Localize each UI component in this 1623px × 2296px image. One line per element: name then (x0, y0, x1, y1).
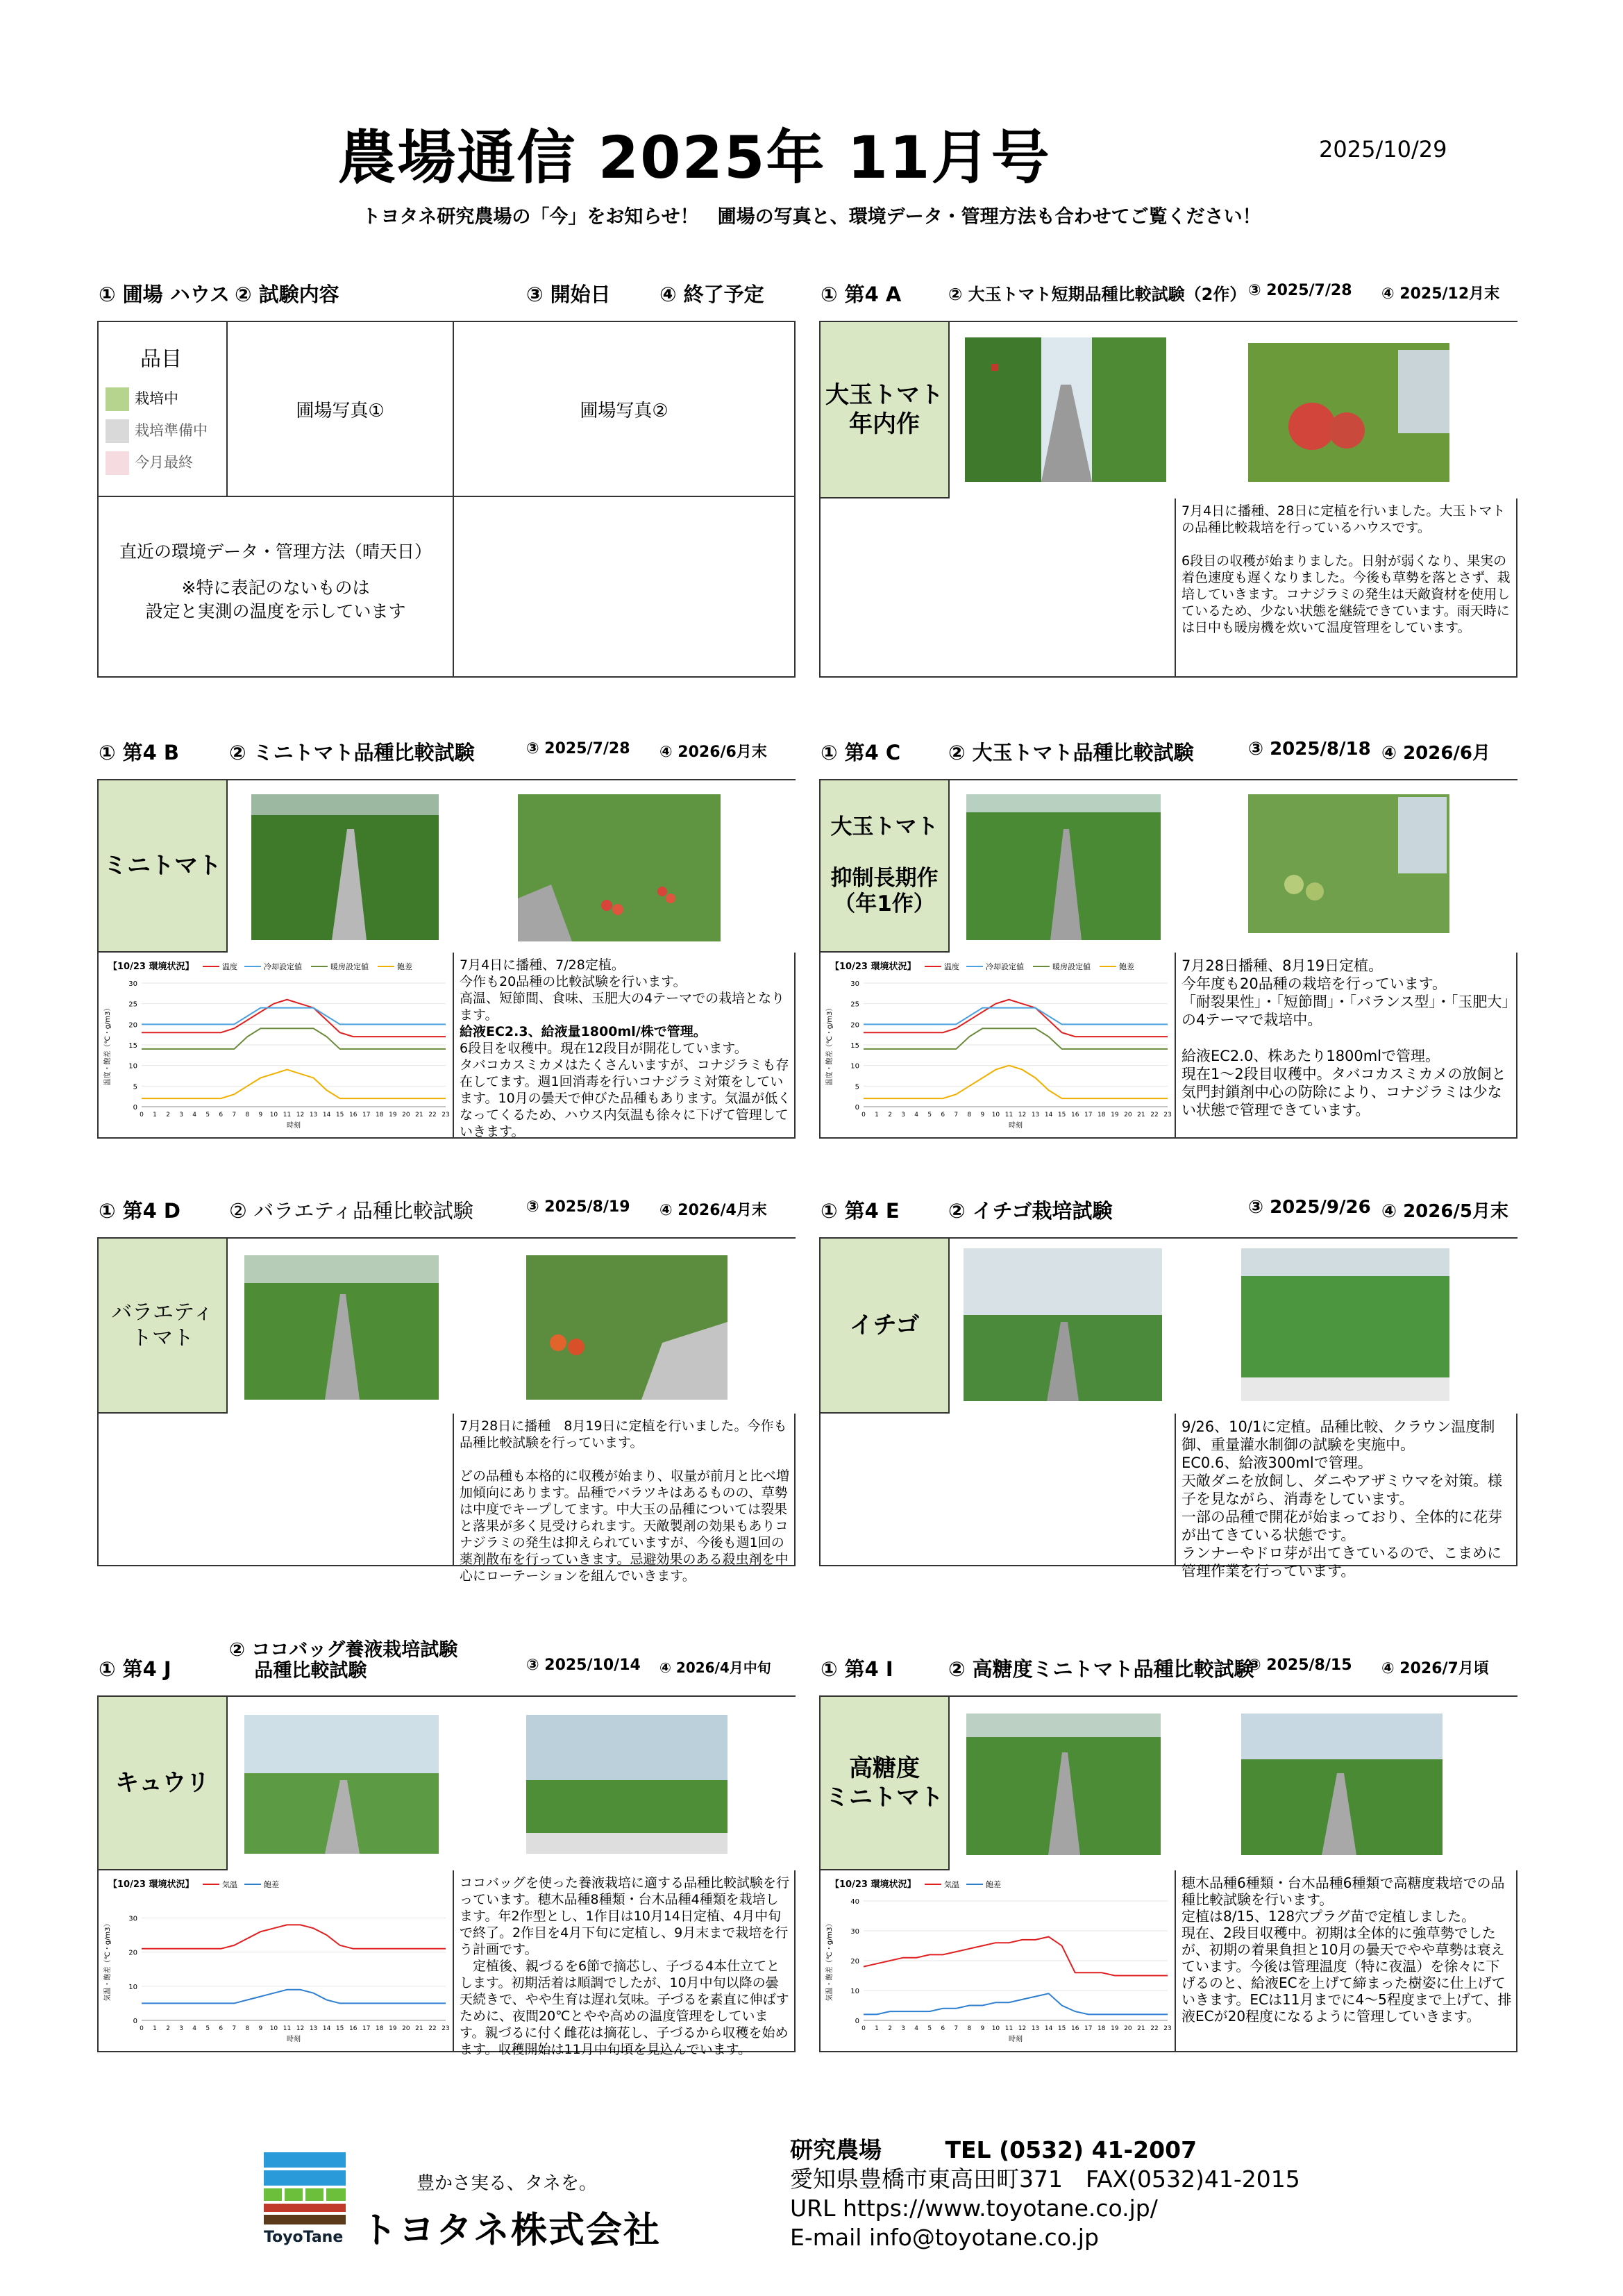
footer-email[interactable]: E-mail info@toyotane.co.jp (790, 2224, 1099, 2251)
x-tick-label: 9 (258, 1112, 263, 1118)
chart-title: 【10/23 環境状況】 (108, 1879, 194, 1890)
section-d-start: ③ 2025/8/19 (526, 1198, 630, 1216)
x-tick-label: 13 (1031, 1112, 1040, 1118)
x-tick-label: 13 (309, 2025, 318, 2032)
y-tick-label: 30 (850, 980, 859, 988)
section-a-photo2 (1176, 322, 1519, 498)
section-c-house: ① 第4 C (821, 741, 901, 764)
x-tick-label: 19 (1111, 1112, 1119, 1118)
x-tick-label: 22 (1150, 1112, 1159, 1118)
x-tick-label: 15 (1057, 2025, 1066, 2032)
section-b-photo2 (454, 780, 797, 953)
legend-env-line1: 直近の環境データ・管理方法（晴天日） (119, 542, 432, 562)
section-b-photo1 (228, 780, 454, 953)
section-c-end: ④ 2026/6月 (1381, 743, 1491, 764)
x-tick-label: 20 (402, 2025, 410, 2032)
x-tick-label: 6 (219, 1112, 224, 1118)
series-line (864, 1993, 1168, 2014)
section-e-photo2 (1176, 1239, 1519, 1414)
section-e-env-cell (821, 1414, 1176, 1565)
environment-line-chart (821, 953, 1176, 1137)
y-axis-label: 温度・飽差（℃・g/m3） (826, 1004, 834, 1086)
x-tick-label: 8 (245, 2025, 250, 2032)
x-tick-label: 4 (192, 2025, 197, 2032)
x-tick-label: 12 (296, 2025, 305, 2032)
x-tick-label: 21 (415, 1112, 423, 1118)
section-e-description: 9/26、10/1に定植。品種比較、クラウン温度制御、重量灌水制御の試験を実施中。 EC0.6、給液300mlで管理。 天敵ダニを放飼し、ダニやアザミウマを対策。様子を見ながら、消毒をしています。 一部の品種で開花が始まっており、全体的に花芽が出てきている状態です。 ランナーやドロ芽が出てきているので、こまめに管理作業を行っています。 (1181, 1418, 1502, 1579)
section-d-photo1 (228, 1239, 454, 1414)
legend-label: 冷却設定値 (986, 962, 1024, 971)
mini-tomato-photo (454, 780, 797, 953)
x-tick-label: 23 (1163, 2025, 1172, 2032)
y-tick-label: 10 (850, 1988, 859, 1995)
x-tick-label: 5 (927, 1112, 932, 1118)
chart-title: 【10/23 環境状況】 (108, 962, 194, 972)
x-tick-label: 14 (322, 1112, 331, 1118)
section-c-photo2 (1176, 780, 1519, 953)
footer-address: 愛知県豊橋市東高田町371 FAX(0532)41-2015 (790, 2165, 1300, 2193)
x-tick-label: 5 (927, 2025, 932, 2032)
legend-swatch-growing (106, 387, 129, 411)
x-tick-label: 18 (376, 1112, 384, 1118)
x-tick-label: 8 (967, 2025, 972, 2032)
environment-line-chart (821, 1870, 1176, 2051)
section-a-house: ① 第4 A (821, 283, 902, 306)
x-tick-label: 21 (1137, 1112, 1145, 1118)
section-b-desc-bold: 給液EC2.3、給液量1800ml/株で管理。 (460, 1024, 707, 1039)
x-tick-label: 6 (941, 1112, 945, 1118)
x-tick-label: 17 (1084, 1112, 1093, 1118)
y-tick-label: 40 (850, 1898, 859, 1906)
x-tick-label: 8 (245, 1112, 250, 1118)
x-tick-label: 11 (1004, 2025, 1014, 2032)
section-a-table (819, 321, 1517, 678)
chart-title: 【10/23 環境状況】 (830, 1879, 916, 1890)
section-j-chart (99, 1870, 454, 2051)
section-d-crop: バラエティ トマト (99, 1239, 228, 1414)
x-tick-label: 7 (954, 1112, 959, 1118)
legend-header-end: ④ 終了予定 (659, 283, 764, 306)
series-line (142, 1925, 446, 1948)
section-b-trial: ② ミニトマト品種比較試験 (229, 741, 475, 764)
footer-slogan: 豊かさ実る、タネを。 (417, 2173, 598, 2194)
footer-tel: TEL (0532) 41-2007 (945, 2136, 1197, 2163)
x-tick-label: 21 (1137, 2025, 1145, 2032)
x-tick-label: 7 (232, 1112, 237, 1118)
x-tick-label: 17 (362, 1112, 371, 1118)
x-tick-label: 5 (205, 2025, 210, 2032)
section-b-description (454, 953, 797, 1137)
x-tick-label: 23 (1163, 1112, 1172, 1118)
section-b-house: ① 第4 B (99, 741, 180, 764)
x-tick-label: 13 (1031, 2025, 1040, 2032)
section-b-chart (99, 953, 454, 1137)
greenhouse-photo (228, 780, 454, 953)
section-a-photo1 (950, 322, 1176, 498)
legend-env-line3: 設定と実測の温度を示しています (145, 601, 406, 621)
section-c-trial: ② 大玉トマト品種比較試験 (948, 741, 1194, 764)
legend-item-final: 今月最終 (106, 451, 193, 475)
x-tick-label: 2 (166, 1112, 170, 1118)
x-tick-label: 10 (991, 2025, 1000, 2032)
section-a-crop: 大玉トマト 年内作 (821, 322, 950, 498)
legend-header-trial: ② 試験内容 (235, 283, 339, 306)
x-tick-label: 4 (914, 2025, 919, 2032)
y-tick-label: 0 (855, 1104, 859, 1112)
section-a-end: ④ 2025/12月末 (1381, 285, 1500, 303)
legend-photo2: 圃場写真② (454, 322, 794, 497)
series-line (142, 1008, 446, 1025)
series-line (864, 1008, 1168, 1025)
series-line (142, 1028, 446, 1049)
x-tick-label: 1 (875, 2025, 879, 2032)
section-i-description: 穂木品種6種類・台木品種6種類で高糖度栽培での品種比較試験を行います。 定植は8/15、128穴プラグ苗で定植しました。 現在、2段目収穫中。初期は全体的に強草勢でしたが、初期の着果負担と10月の曇天でやや草勢は衰えています。今後は管理温度（特に夜温）を徐々に下げるのと、給液ECを上げて締まった樹姿に仕上げていきます。ECは11月までに4～5程度まで上げて、排液ECが20程度になるように管理していきます。 (1181, 1875, 1512, 2025)
section-j-photo1 (228, 1697, 454, 1870)
x-tick-label: 14 (1044, 1112, 1053, 1118)
section-e-house: ① 第4 E (821, 1199, 900, 1223)
y-tick-label: 0 (133, 1104, 137, 1112)
legend-item-growing: 栽培中 (106, 387, 178, 411)
section-d-table (97, 1237, 796, 1584)
section-d-description: 7月28日に播種 8月19日に定植を行いました。今作も品種比較試験を行っています。 どの品種も本格的に収穫が始まり、収量が前月と比べ増加傾向にあります。品種でバラツキはあるものの、草勢は中度でキープしてます。中大玉の品種については裂果と落果が多く見受けられます。天敵製剤の効果もありコナジラミの発生は抑えられていますが、今後も週1回の薬剤散布を行っていきます。忌避効果のある殺虫剤を中心にローテーションを組んでいきます。 (460, 1418, 790, 1584)
x-tick-label: 16 (1070, 1112, 1079, 1118)
section-c-table (819, 779, 1517, 1139)
x-tick-label: 19 (1111, 2025, 1119, 2032)
x-tick-label: 1 (153, 1112, 157, 1118)
x-tick-label: 21 (415, 2025, 423, 2032)
legend-label: 暖房設定値 (330, 962, 369, 971)
x-tick-label: 20 (402, 1112, 410, 1118)
greenhouse-photo (950, 322, 1176, 498)
x-tick-label: 3 (901, 1112, 905, 1118)
y-tick-label: 5 (133, 1083, 137, 1091)
section-d-env-cell (99, 1414, 454, 1565)
y-tick-label: 0 (855, 2018, 859, 2025)
legend-label: 温度 (944, 962, 959, 971)
y-axis-label: 温度・飽差（℃・g/m3） (104, 1004, 112, 1086)
x-tick-label: 3 (901, 2025, 905, 2032)
legend-label: 温度 (222, 962, 237, 971)
series-line (864, 1066, 1168, 1098)
x-axis-label: 時刻 (287, 1122, 301, 1130)
section-i-photo1 (950, 1697, 1176, 1870)
y-axis-label: 気温・飽差（℃・g/m3） (826, 1920, 834, 2002)
chart-title: 【10/23 環境状況】 (830, 962, 916, 972)
section-e-table (819, 1237, 1517, 1579)
x-tick-label: 16 (348, 2025, 358, 2032)
section-b-table (97, 779, 796, 1139)
x-tick-label: 9 (980, 1112, 985, 1118)
x-tick-label: 15 (335, 2025, 344, 2032)
y-tick-label: 5 (855, 1083, 859, 1091)
x-tick-label: 6 (219, 2025, 224, 2032)
section-i-house: ① 第4 I (821, 1657, 893, 1681)
section-e-start: ③ 2025/9/26 (1248, 1197, 1371, 1218)
tomato-plant-photo (1176, 780, 1519, 953)
footer-url[interactable]: URL https://www.toyotane.co.jp/ (790, 2195, 1158, 2222)
legend-env-data-cell (454, 497, 794, 676)
y-tick-label: 20 (850, 1021, 859, 1030)
issue-date: 2025/10/29 (1319, 136, 1447, 162)
mini-tomato-rows-photo (1176, 1697, 1519, 1870)
x-tick-label: 1 (875, 1112, 879, 1118)
section-j-house: ① 第4 J (99, 1657, 171, 1681)
legend-photo1: 圃場写真① (228, 322, 454, 497)
greenhouse-photo (950, 780, 1176, 953)
section-e-end: ④ 2026/5月末 (1381, 1201, 1509, 1222)
x-tick-label: 0 (140, 1112, 144, 1118)
x-axis-label: 時刻 (1009, 1122, 1023, 1130)
section-a-trial: ② 大玉トマト短期品種比較試験（2作） (948, 285, 1247, 304)
series-line (864, 1028, 1168, 1049)
section-a-env-cell (821, 498, 1176, 676)
x-tick-label: 3 (179, 1112, 183, 1118)
legend-env-line2: ※特に表記のないものは (181, 578, 370, 598)
page-title: 農場通信 2025年 11月号 (337, 124, 1051, 192)
legend-item-preparing: 栽培準備中 (106, 419, 208, 443)
legend-item-title: 品目 (140, 347, 182, 371)
series-line (142, 1990, 446, 2004)
x-tick-label: 23 (442, 2025, 450, 2032)
x-tick-label: 5 (205, 1112, 210, 1118)
legend-table (97, 321, 796, 678)
series-line (864, 1000, 1168, 1037)
x-tick-label: 20 (1124, 1112, 1132, 1118)
legend-header-start: ③ 開始日 (526, 283, 611, 306)
x-tick-label: 13 (309, 1112, 318, 1118)
x-tick-label: 16 (348, 1112, 358, 1118)
environment-line-chart (99, 1870, 454, 2051)
legend-env-cell (99, 497, 454, 676)
footer-company: トヨタネ株式会社 (361, 2210, 662, 2252)
section-c-description: 7月28日播種、8月19日定植。 今年度も20品種の栽培を行っています。 「耐裂果性」・「短節間」・「バランス型」・「玉肥大」の4テーマで栽培中。 給液EC2.0、株あたり1800mlで管理。 現在1～2段目収穫中。タバコカスミカメの放飼と気門封鎖剤中心の防除により、コナジラミは少ない状態で管理できています。 (1181, 957, 1509, 1118)
section-c-crop: 大玉トマト 抑制長期作 （年1作） (821, 780, 950, 953)
strawberry-plant-photo (1176, 1239, 1519, 1414)
x-axis-label: 時刻 (287, 2036, 301, 2043)
x-tick-label: 0 (140, 2025, 144, 2032)
greenhouse-photo (228, 1239, 454, 1414)
x-tick-label: 20 (1124, 2025, 1132, 2032)
legend-label: 飽差 (397, 962, 412, 971)
section-c-chart (821, 953, 1176, 1137)
legend-label: 飽差 (264, 1880, 279, 1889)
x-tick-label: 22 (428, 2025, 437, 2032)
x-tick-label: 2 (888, 2025, 892, 2032)
x-tick-label: 6 (941, 2025, 945, 2032)
y-tick-label: 20 (850, 1958, 859, 1966)
legend-label: 飽差 (986, 1880, 1001, 1889)
toyotane-logo (264, 2152, 346, 2249)
legend-label: 暖房設定値 (1052, 962, 1091, 971)
section-j-end: ④ 2026/4月中旬 (659, 1659, 771, 1676)
y-tick-label: 15 (128, 1042, 137, 1050)
section-j-trial: ② ココバッグ養液栽培試験 品種比較試験 (229, 1639, 458, 1682)
x-tick-label: 12 (1018, 2025, 1027, 2032)
x-tick-label: 23 (442, 1112, 450, 1118)
x-tick-label: 17 (362, 2025, 371, 2032)
x-tick-label: 9 (980, 2025, 985, 2032)
y-tick-label: 10 (128, 1983, 137, 1991)
legend-label: 気温 (222, 1880, 237, 1889)
section-c-photo1 (950, 780, 1176, 953)
x-tick-label: 12 (1018, 1112, 1027, 1118)
x-tick-label: 11 (1004, 1112, 1014, 1118)
legend-crop-cell (99, 322, 228, 497)
section-j-photo2 (454, 1697, 797, 1870)
legend-header-house: ① 圃場 ハウス (99, 283, 230, 306)
section-e-trial: ② イチゴ栽培試験 (948, 1199, 1113, 1223)
x-tick-label: 4 (192, 1112, 197, 1118)
y-tick-label: 10 (850, 1062, 859, 1071)
section-c-start: ③ 2025/8/18 (1248, 739, 1371, 760)
section-j-table (97, 1695, 796, 2057)
section-d-photo2 (454, 1239, 797, 1414)
section-a-description: 7月4日に播種、28日に定植を行いました。大玉トマトの品種比較栽培を行っているハウスです。 6段目の収穫が始まりました。日射が弱くなり、果実の着色速度も遅くなりました。今後も草勢を落とさず、栽培していきます。コナジラミの発生は天敵資材を使用しているため、少ない状態を継続できています。雨天時には日中も暖房機を炊いて温度管理をしています。 (1181, 503, 1511, 635)
x-tick-label: 7 (232, 2025, 237, 2032)
section-i-crop: 高糖度 ミニトマト (821, 1697, 950, 1870)
x-tick-label: 18 (1098, 2025, 1106, 2032)
page-subtitle: トヨタネ研究農場の「今」をお知らせ！ 圃場の写真と、環境データ・管理方法も合わせてご覧ください！ (362, 206, 1261, 228)
x-tick-label: 10 (269, 1112, 278, 1118)
x-tick-label: 3 (179, 2025, 183, 2032)
x-tick-label: 10 (991, 1112, 1000, 1118)
variety-tomato-photo (454, 1239, 797, 1414)
section-e-photo1 (950, 1239, 1176, 1414)
section-d-end: ④ 2026/4月末 (659, 1202, 767, 1219)
legend-swatch-preparing (106, 419, 129, 443)
series-line (864, 1937, 1168, 1976)
section-i-trial: ② 高糖度ミニトマト品種比較試験 (948, 1657, 1254, 1681)
section-j-description: ココバッグを使った養液栽培に適する品種比較試験を行っています。穂木品種8種類・台木品種4種類を栽培します。年2作型とし、1作目は10月14日定植、4月中旬で終了。2作目を4月下旬に定植し、9月末まで栽培を行う計画です。 定植後、親づるを6節で摘芯し、子づる4本仕立てとします。初期活着は順調でしたが、10月中旬以降の曇天続きで、やや生育は遅れ気味。子づるを素直に伸ばすために、夜間20℃とやや高めの温度管理をしています。親づるに付く雌花は摘花し、子づるから収穫を始めます。収穫開始は11月中旬頃を見込んでいます。 (460, 1875, 790, 2057)
y-tick-label: 20 (128, 1021, 137, 1030)
section-i-chart (821, 1870, 1176, 2051)
section-d-house: ① 第4 D (99, 1199, 180, 1223)
x-tick-label: 14 (322, 2025, 331, 2032)
section-b-start: ③ 2025/7/28 (526, 740, 630, 757)
section-i-start: ③ 2025/8/15 (1248, 1657, 1352, 1674)
section-j-crop: キュウリ (99, 1697, 228, 1870)
x-tick-label: 4 (914, 1112, 919, 1118)
section-b-desc-part2: 6段目を収穫中。現在12段目が開花しています。 タバコカスミカメはたくさんいますが、コナジラミも存在してます。週1回消毒を行いコナジラミ対策をしています。10月の曇天で伸びた品種もあります。気温が低くなってくるため、ハウス内気温も徐々に下げて管理していきます。 (460, 1041, 791, 1139)
x-tick-label: 19 (389, 2025, 397, 2032)
x-tick-label: 22 (428, 1112, 437, 1118)
footer-lab-label: 研究農場 (790, 2136, 882, 2163)
section-b-desc-part1: 7月4日に播種、7/28定植。 今作も20品種の比較試験を行います。 高温、短節間、食味、玉肥大の4テーマでの栽培となります。 (460, 957, 785, 1023)
x-tick-label: 0 (861, 1112, 866, 1118)
footer-contact-line1 (790, 2136, 1197, 2165)
x-tick-label: 2 (166, 2025, 170, 2032)
y-tick-label: 20 (128, 1949, 137, 1957)
y-tick-label: 10 (128, 1062, 137, 1071)
x-tick-label: 11 (283, 1112, 292, 1118)
y-tick-label: 30 (850, 1928, 859, 1936)
x-tick-label: 1 (153, 2025, 157, 2032)
section-j-start: ③ 2025/10/14 (526, 1657, 641, 1674)
strawberry-greenhouse-photo (950, 1239, 1176, 1414)
y-tick-label: 30 (128, 1915, 137, 1923)
greenhouse-photo (950, 1697, 1176, 1870)
x-tick-label: 11 (283, 2025, 292, 2032)
legend-label: 気温 (944, 1880, 959, 1889)
section-i-table (819, 1695, 1517, 2052)
y-tick-label: 25 (128, 1000, 137, 1009)
x-tick-label: 9 (258, 2025, 263, 2032)
logo-text: ToyoTane (264, 2229, 344, 2246)
legend-label: 冷却設定値 (264, 962, 302, 971)
cucumber-plant-photo (454, 1697, 797, 1870)
section-b-crop: ミニトマト (99, 780, 228, 953)
x-tick-label: 15 (1057, 1112, 1066, 1118)
y-tick-label: 15 (850, 1042, 859, 1050)
x-tick-label: 0 (861, 2025, 866, 2032)
x-tick-label: 16 (1070, 2025, 1079, 2032)
x-tick-label: 14 (1044, 2025, 1053, 2032)
section-e-crop: イチゴ (821, 1239, 950, 1414)
tomato-closeup-photo (1176, 322, 1519, 498)
section-i-end: ④ 2026/7月頃 (1381, 1660, 1489, 1677)
x-tick-label: 22 (1150, 2025, 1159, 2032)
y-tick-label: 0 (133, 2018, 137, 2025)
environment-line-chart (99, 953, 454, 1137)
x-tick-label: 17 (1084, 2025, 1093, 2032)
x-tick-label: 7 (954, 2025, 959, 2032)
cucumber-greenhouse-photo (228, 1697, 454, 1870)
x-tick-label: 19 (389, 1112, 397, 1118)
y-tick-label: 30 (128, 980, 137, 988)
x-tick-label: 18 (376, 2025, 384, 2032)
legend-swatch-final (106, 451, 129, 475)
x-tick-label: 15 (335, 1112, 344, 1118)
section-d-trial: ② バラエティ品種比較試験 (229, 1199, 473, 1223)
x-tick-label: 18 (1098, 1112, 1106, 1118)
y-axis-label: 気温・飽差（℃・g/m3） (104, 1920, 112, 2002)
series-line (142, 1000, 446, 1037)
section-a-start: ③ 2025/7/28 (1248, 282, 1352, 299)
series-line (142, 1070, 446, 1099)
legend-label: 飽差 (1119, 962, 1134, 971)
x-tick-label: 2 (888, 1112, 892, 1118)
section-i-photo2 (1176, 1697, 1519, 1870)
x-tick-label: 12 (296, 1112, 305, 1118)
section-b-end: ④ 2026/6月末 (659, 744, 767, 761)
x-tick-label: 8 (967, 1112, 972, 1118)
x-tick-label: 10 (269, 2025, 278, 2032)
x-axis-label: 時刻 (1009, 2036, 1023, 2043)
y-tick-label: 25 (850, 1000, 859, 1009)
